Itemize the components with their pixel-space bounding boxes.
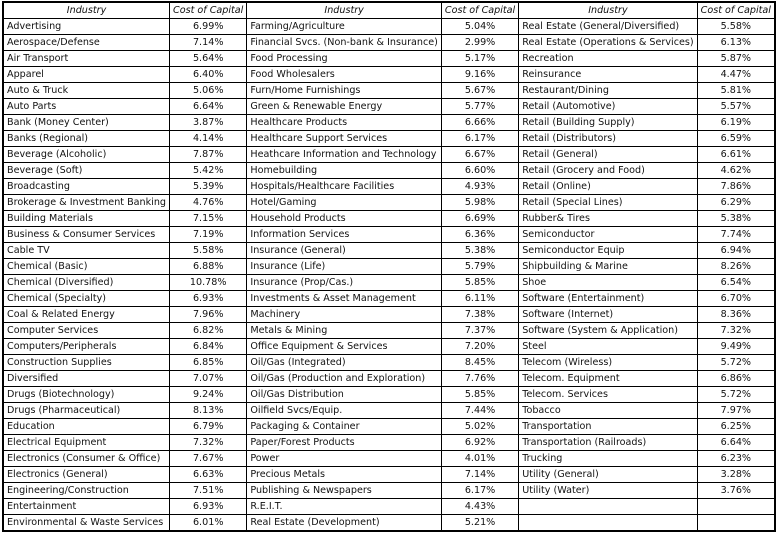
industry-cell[interactable]: Retail (Online) (519, 179, 697, 195)
industry-cell[interactable]: Advertising (3, 19, 170, 35)
industry-cell[interactable]: Tobacco (519, 403, 697, 419)
table-row (3, 147, 775, 163)
cost-of-capital-cell[interactable]: 6.88% (170, 259, 247, 275)
cost-of-capital-cell[interactable]: 9.16% (441, 67, 518, 83)
industry-cell[interactable]: Education (3, 419, 170, 435)
cost-of-capital-cell[interactable]: 6.54% (697, 275, 775, 291)
cost-of-capital-cell[interactable]: 7.74% (697, 227, 775, 243)
cost-of-capital-cell[interactable]: 5.67% (441, 83, 518, 99)
table-row (3, 211, 775, 227)
industry-cell[interactable]: Precious Metals (247, 467, 442, 483)
cost-of-capital-cell[interactable]: 6.85% (170, 355, 247, 371)
industry-cell[interactable]: Electrical Equipment (3, 435, 170, 451)
cost-of-capital-cell[interactable]: 6.60% (441, 163, 518, 179)
cost-of-capital-cell[interactable]: 6.59% (697, 131, 775, 147)
header-industry-3: Industry (519, 2, 697, 19)
cost-of-capital-cell[interactable]: 5.57% (697, 99, 775, 115)
table-row (3, 51, 775, 67)
industry-cell[interactable]: Homebuilding (247, 163, 442, 179)
cost-of-capital-cell[interactable]: 6.94% (697, 243, 775, 259)
table-row (3, 451, 775, 467)
industry-cell[interactable]: Metals & Mining (247, 323, 442, 339)
industry-cell[interactable]: Trucking (519, 451, 697, 467)
industry-cell[interactable]: Software (System & Application) (519, 323, 697, 339)
table-row (3, 99, 775, 115)
cost-of-capital-cell[interactable]: 6.63% (170, 467, 247, 483)
industry-cell[interactable]: Chemical (Specialty) (3, 291, 170, 307)
cost-of-capital-cell[interactable]: 6.67% (441, 147, 518, 163)
cost-of-capital-cell[interactable] (697, 515, 775, 532)
header-industry-2: Industry (247, 2, 442, 19)
cost-of-capital-cell[interactable]: 9.49% (697, 339, 775, 355)
cost-of-capital-cell[interactable]: 5.98% (441, 195, 518, 211)
cost-of-capital-cell[interactable] (697, 499, 775, 515)
cost-of-capital-cell[interactable]: 7.97% (697, 403, 775, 419)
cost-of-capital-cell[interactable]: 5.42% (170, 163, 247, 179)
cost-of-capital-cell[interactable]: 6.82% (170, 323, 247, 339)
table-row (3, 307, 775, 323)
cost-of-capital-cell[interactable]: 6.11% (441, 291, 518, 307)
cost-of-capital-cell[interactable]: 8.36% (697, 307, 775, 323)
industry-cell[interactable]: Recreation (519, 51, 697, 67)
industry-cell[interactable]: Telecom. Equipment (519, 371, 697, 387)
table-row (3, 243, 775, 259)
table-row (3, 291, 775, 307)
industry-cell[interactable]: Real Estate (General/Diversified) (519, 19, 697, 35)
industry-cell[interactable]: Reinsurance (519, 67, 697, 83)
cost-of-capital-cell[interactable]: 4.47% (697, 67, 775, 83)
cost-of-capital-cell[interactable]: 5.79% (441, 259, 518, 275)
table-row (3, 67, 775, 83)
cost-of-capital-cell[interactable]: 6.69% (441, 211, 518, 227)
industry-cell[interactable]: Green & Renewable Energy (247, 99, 442, 115)
cost-of-capital-cell[interactable]: 10.78% (170, 275, 247, 291)
cost-of-capital-cell[interactable]: 5.58% (170, 243, 247, 259)
industry-cell[interactable]: Entertainment (3, 499, 170, 515)
table-row (3, 499, 775, 515)
table-row (3, 227, 775, 243)
industry-cell[interactable]: Oil/Gas (Production and Exploration) (247, 371, 442, 387)
cost-of-capital-cell[interactable]: 8.45% (441, 355, 518, 371)
industry-cell[interactable]: Engineering/Construction (3, 483, 170, 499)
cost-of-capital-cell[interactable]: 6.17% (441, 483, 518, 499)
cost-of-capital-cell[interactable]: 6.64% (697, 435, 775, 451)
cost-of-capital-cell[interactable]: 5.38% (697, 211, 775, 227)
industry-cell[interactable]: Hospitals/Healthcare Facilities (247, 179, 442, 195)
cost-of-capital-cell[interactable]: 6.79% (170, 419, 247, 435)
cost-of-capital-cell[interactable]: 5.17% (441, 51, 518, 67)
cost-of-capital-cell[interactable]: 5.72% (697, 387, 775, 403)
table-row (3, 483, 775, 499)
cost-of-capital-cell[interactable]: 6.17% (441, 131, 518, 147)
table-row (3, 515, 775, 532)
cost-of-capital-cell[interactable]: 7.87% (170, 147, 247, 163)
table-row (3, 403, 775, 419)
industry-cell[interactable]: Packaging & Container (247, 419, 442, 435)
cost-of-capital-cell[interactable]: 4.43% (441, 499, 518, 515)
industry-cell[interactable]: Chemical (Diversified) (3, 275, 170, 291)
industry-cell[interactable]: Diversified (3, 371, 170, 387)
industry-cell[interactable]: Furn/Home Furnishings (247, 83, 442, 99)
industry-cell[interactable]: Insurance (Life) (247, 259, 442, 275)
cost-of-capital-cell[interactable]: 6.19% (697, 115, 775, 131)
industry-cell[interactable]: Electronics (Consumer & Office) (3, 451, 170, 467)
table-row (3, 179, 775, 195)
industry-cell[interactable]: Banks (Regional) (3, 131, 170, 147)
header-cost-3: Cost of Capital (697, 2, 775, 19)
industry-cell[interactable]: Real Estate (Operations & Services) (519, 35, 697, 51)
cost-of-capital-cell[interactable]: 5.58% (697, 19, 775, 35)
industry-cell[interactable]: Auto & Truck (3, 83, 170, 99)
industry-cell[interactable]: Retail (Grocery and Food) (519, 163, 697, 179)
cost-of-capital-cell[interactable]: 5.87% (697, 51, 775, 67)
industry-cell[interactable]: Semiconductor Equip (519, 243, 697, 259)
table-row (3, 387, 775, 403)
table-row (3, 355, 775, 371)
industry-cell[interactable]: Machinery (247, 307, 442, 323)
table-row (3, 339, 775, 355)
cost-of-capital-cell[interactable]: 3.28% (697, 467, 775, 483)
cost-of-capital-cell[interactable]: 8.13% (170, 403, 247, 419)
cost-of-capital-cell[interactable]: 5.39% (170, 179, 247, 195)
cost-of-capital-cell[interactable]: 6.64% (170, 99, 247, 115)
cost-of-capital-cell[interactable]: 6.70% (697, 291, 775, 307)
table-row (3, 163, 775, 179)
cost-of-capital-cell[interactable]: 7.32% (697, 323, 775, 339)
industry-cell[interactable]: Software (Entertainment) (519, 291, 697, 307)
industry-cell[interactable]: Utility (General) (519, 467, 697, 483)
industry-cell[interactable]: Rubber& Tires (519, 211, 697, 227)
cost-of-capital-cell[interactable]: 5.38% (441, 243, 518, 259)
header-row (3, 2, 775, 19)
industry-cell[interactable]: Beverage (Soft) (3, 163, 170, 179)
table-row (3, 371, 775, 387)
industry-cell[interactable]: Construction Supplies (3, 355, 170, 371)
table-row (3, 275, 775, 291)
industry-cell[interactable]: Real Estate (Development) (247, 515, 442, 532)
industry-cell[interactable]: Food Wholesalers (247, 67, 442, 83)
industry-cell[interactable]: Coal & Related Energy (3, 307, 170, 323)
table-row (3, 115, 775, 131)
industry-cell[interactable]: Oil/Gas (Integrated) (247, 355, 442, 371)
cost-of-capital-cell[interactable]: 6.66% (441, 115, 518, 131)
cost-of-capital-cell[interactable]: 6.23% (697, 451, 775, 467)
industry-cell[interactable]: Business & Consumer Services (3, 227, 170, 243)
industry-cell[interactable]: Heathcare Information and Technology (247, 147, 442, 163)
cost-of-capital-cell[interactable]: 4.01% (441, 451, 518, 467)
cost-of-capital-cell[interactable]: 5.85% (441, 387, 518, 403)
industry-cell[interactable]: Cable TV (3, 243, 170, 259)
industry-cell[interactable]: Financial Svcs. (Non-bank & Insurance) (247, 35, 442, 51)
cost-of-capital-table (2, 1, 776, 532)
industry-cell[interactable]: Drugs (Pharmaceutical) (3, 403, 170, 419)
industry-cell[interactable]: Software (Internet) (519, 307, 697, 323)
cost-of-capital-cell[interactable]: 7.15% (170, 211, 247, 227)
industry-cell[interactable]: Oil/Gas Distribution (247, 387, 442, 403)
cost-of-capital-cell[interactable]: 5.81% (697, 83, 775, 99)
cost-of-capital-cell[interactable]: 5.64% (170, 51, 247, 67)
cost-of-capital-cell[interactable]: 7.86% (697, 179, 775, 195)
cost-of-capital-cell[interactable]: 9.24% (170, 387, 247, 403)
industry-cell[interactable]: R.E.I.T. (247, 499, 442, 515)
industry-cell[interactable]: Beverage (Alcoholic) (3, 147, 170, 163)
industry-cell[interactable]: Restaurant/Dining (519, 83, 697, 99)
cost-of-capital-cell[interactable]: 5.77% (441, 99, 518, 115)
industry-cell[interactable]: Healthcare Support Services (247, 131, 442, 147)
industry-cell[interactable]: Telecom. Services (519, 387, 697, 403)
cost-of-capital-cell[interactable]: 7.76% (441, 371, 518, 387)
industry-cell[interactable]: Bank (Money Center) (3, 115, 170, 131)
industry-cell[interactable]: Apparel (3, 67, 170, 83)
cost-of-capital-cell[interactable]: 7.38% (441, 307, 518, 323)
industry-cell[interactable]: Transportation (519, 419, 697, 435)
cost-of-capital-cell[interactable]: 6.92% (441, 435, 518, 451)
industry-cell[interactable]: Paper/Forest Products (247, 435, 442, 451)
industry-cell[interactable]: Retail (Distributors) (519, 131, 697, 147)
industry-cell[interactable] (519, 515, 697, 532)
cost-of-capital-cell[interactable]: 6.86% (697, 371, 775, 387)
cost-of-capital-cell[interactable]: 6.13% (697, 35, 775, 51)
industry-cell[interactable]: Shipbuilding & Marine (519, 259, 697, 275)
cost-of-capital-cell[interactable]: 6.93% (170, 499, 247, 515)
cost-of-capital-cell[interactable]: 7.96% (170, 307, 247, 323)
cost-of-capital-cell[interactable]: 7.51% (170, 483, 247, 499)
header-industry-1: Industry (3, 2, 170, 19)
table-row (3, 83, 775, 99)
industry-cell[interactable]: Shoe (519, 275, 697, 291)
table-row (3, 419, 775, 435)
cost-of-capital-cell[interactable]: 2.99% (441, 35, 518, 51)
cost-of-capital-cell[interactable]: 7.44% (441, 403, 518, 419)
industry-cell[interactable]: Farming/Agriculture (247, 19, 442, 35)
industry-cell[interactable]: Information Services (247, 227, 442, 243)
industry-cell[interactable]: Household Products (247, 211, 442, 227)
cost-of-capital-cell[interactable]: 4.14% (170, 131, 247, 147)
industry-cell[interactable]: Broadcasting (3, 179, 170, 195)
industry-cell[interactable]: Chemical (Basic) (3, 259, 170, 275)
industry-cell[interactable]: Publishing & Newspapers (247, 483, 442, 499)
header-cost-2: Cost of Capital (441, 2, 518, 19)
industry-cell[interactable]: Food Processing (247, 51, 442, 67)
cost-of-capital-cell[interactable]: 5.21% (441, 515, 518, 532)
cost-of-capital-cell[interactable]: 6.84% (170, 339, 247, 355)
cost-of-capital-cell[interactable]: 3.76% (697, 483, 775, 499)
cost-of-capital-cell[interactable]: 6.99% (170, 19, 247, 35)
table-row (3, 323, 775, 339)
cost-of-capital-cell[interactable]: 5.02% (441, 419, 518, 435)
cost-of-capital-cell[interactable]: 6.25% (697, 419, 775, 435)
cost-of-capital-cell[interactable]: 5.06% (170, 83, 247, 99)
industry-cell[interactable]: Environmental & Waste Services (3, 515, 170, 532)
industry-cell[interactable]: Telecom (Wireless) (519, 355, 697, 371)
cost-of-capital-cell[interactable]: 3.87% (170, 115, 247, 131)
industry-cell[interactable]: Drugs (Biotechnology) (3, 387, 170, 403)
industry-cell[interactable]: Retail (General) (519, 147, 697, 163)
industry-cell[interactable]: Building Materials (3, 211, 170, 227)
industry-cell[interactable]: Power (247, 451, 442, 467)
industry-cell[interactable]: Retail (Automotive) (519, 99, 697, 115)
cost-of-capital-cell[interactable]: 6.61% (697, 147, 775, 163)
header-cost-1: Cost of Capital (170, 2, 247, 19)
cost-of-capital-cell[interactable]: 5.04% (441, 19, 518, 35)
cost-of-capital-cell[interactable]: 7.19% (170, 227, 247, 243)
industry-cell[interactable] (519, 499, 697, 515)
industry-cell[interactable]: Office Equipment & Services (247, 339, 442, 355)
industry-cell[interactable]: Insurance (General) (247, 243, 442, 259)
industry-cell[interactable]: Hotel/Gaming (247, 195, 442, 211)
cost-of-capital-cell[interactable]: 5.72% (697, 355, 775, 371)
cost-of-capital-cell[interactable]: 5.85% (441, 275, 518, 291)
cost-of-capital-cell[interactable]: 7.37% (441, 323, 518, 339)
industry-cell[interactable]: Insurance (Prop/Cas.) (247, 275, 442, 291)
table-row (3, 19, 775, 35)
table-row (3, 259, 775, 275)
table-row (3, 35, 775, 51)
industry-cell[interactable]: Retail (Special Lines) (519, 195, 697, 211)
cost-of-capital-cell[interactable]: 7.67% (170, 451, 247, 467)
industry-cell[interactable]: Computers/Peripherals (3, 339, 170, 355)
cost-of-capital-cell[interactable]: 6.40% (170, 67, 247, 83)
industry-cell[interactable]: Semiconductor (519, 227, 697, 243)
cost-of-capital-cell[interactable]: 7.32% (170, 435, 247, 451)
cost-of-capital-cell[interactable]: 6.36% (441, 227, 518, 243)
industry-cell[interactable]: Healthcare Products (247, 115, 442, 131)
cost-of-capital-cell[interactable]: 7.20% (441, 339, 518, 355)
industry-cell[interactable]: Computer Services (3, 323, 170, 339)
industry-cell[interactable]: Investments & Asset Management (247, 291, 442, 307)
industry-cell[interactable]: Oilfield Svcs/Equip. (247, 403, 442, 419)
table-row (3, 467, 775, 483)
industry-cell[interactable]: Utility (Water) (519, 483, 697, 499)
industry-cell[interactable]: Brokerage & Investment Banking (3, 195, 170, 211)
cost-of-capital-cell[interactable]: 8.26% (697, 259, 775, 275)
industry-cell[interactable]: Retail (Building Supply) (519, 115, 697, 131)
table-row (3, 131, 775, 147)
industry-cell[interactable]: Steel (519, 339, 697, 355)
cost-of-capital-cell[interactable]: 7.07% (170, 371, 247, 387)
table-row (3, 195, 775, 211)
industry-cell[interactable]: Air Transport (3, 51, 170, 67)
cost-of-capital-cell[interactable]: 4.76% (170, 195, 247, 211)
cost-of-capital-cell[interactable]: 7.14% (170, 35, 247, 51)
industry-cell[interactable]: Transportation (Railroads) (519, 435, 697, 451)
cost-of-capital-cell[interactable]: 4.93% (441, 179, 518, 195)
cost-of-capital-cell[interactable]: 6.01% (170, 515, 247, 532)
table-row (3, 435, 775, 451)
cost-of-capital-cell[interactable]: 7.14% (441, 467, 518, 483)
cost-of-capital-cell[interactable]: 6.29% (697, 195, 775, 211)
cost-of-capital-cell[interactable]: 6.93% (170, 291, 247, 307)
industry-cell[interactable]: Auto Parts (3, 99, 170, 115)
cost-of-capital-cell[interactable]: 4.62% (697, 163, 775, 179)
industry-cell[interactable]: Electronics (General) (3, 467, 170, 483)
industry-cell[interactable]: Aerospace/Defense (3, 35, 170, 51)
